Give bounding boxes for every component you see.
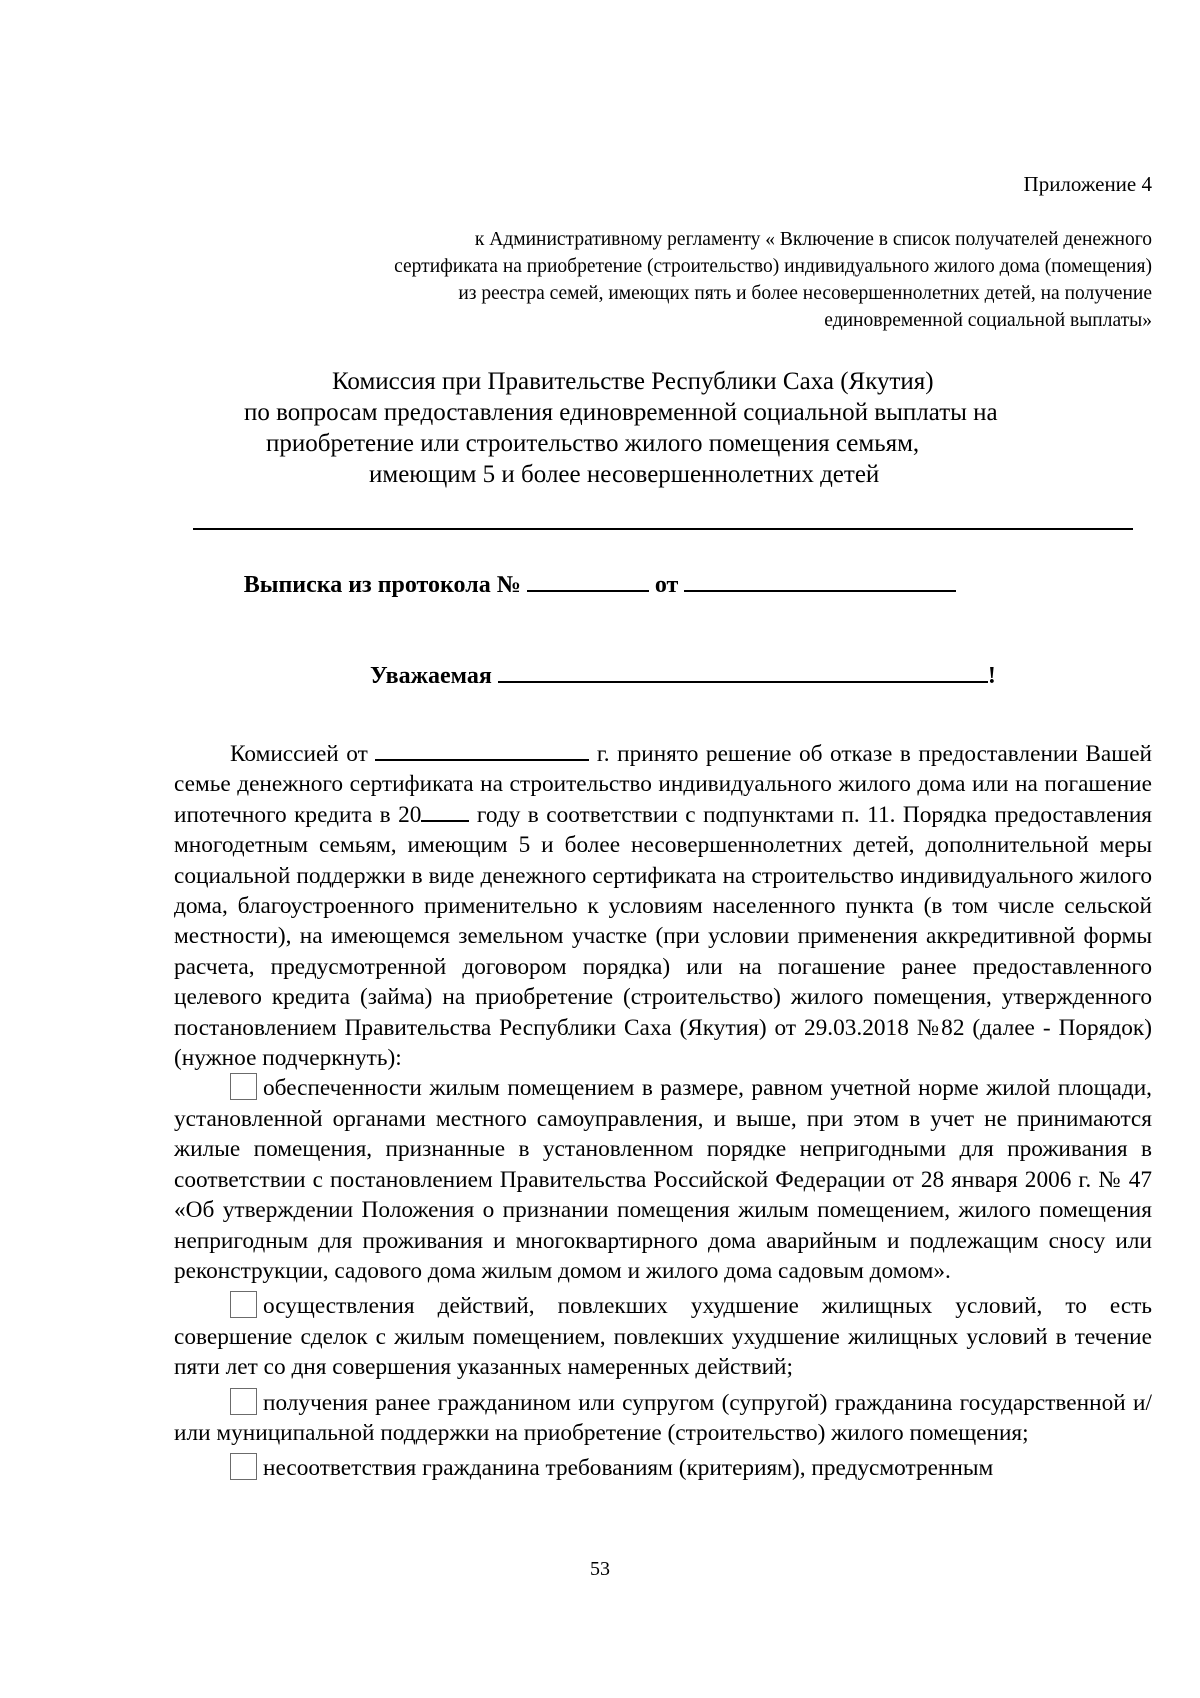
appendix-label: Приложение 4 <box>1023 172 1152 196</box>
year-field[interactable] <box>421 800 469 822</box>
regulation-line: сертификата на приобретение (строительство) индивидуального жилого дома (помещения) <box>394 256 1152 277</box>
decision-date-field[interactable] <box>375 739 589 761</box>
greeting <box>370 661 996 690</box>
commission-header <box>170 366 1152 490</box>
reason-text: обеспеченности жилым помещением в размере, равном учетной норме жилой площади, установленной органами местного самоуправления, и выше, при этом в учет не принимаются жилые помещения, признанные в установленном порядке непригодными для проживания в соответствии с постановлением Правительства Российской Федерации от 28 января 2006 г. № 47 «Об утверждении Положения о признании помещения жилым помещением, жилого помещения непригодным для проживания и многоквартирного дома аварийным и подлежащим сносу или реконструкции, садового дома жилым домом и жилого дома садовым домом». <box>174 1075 1152 1284</box>
regulation-line: единовременной социальной выплаты» <box>824 310 1152 331</box>
commission-line: по вопросам предоставления единовременной социальной выплаты на <box>244 399 998 426</box>
protocol-extract-title <box>0 570 1200 599</box>
reason-checkbox[interactable] <box>230 1291 257 1318</box>
decision-text-end: году в соответствии с подпунктами п. 11. Порядка предоставления многодетным семьям, имеющим 5 и более несовершеннолетних детей, дополнительной меры социальной поддержки в виде денежного сертификата на строительство индивидуального жилого дома, благоустроенного применительно к условиям населенного пункта (в том числе сельской местности), на имеющемся земельном участке (при условии применения аккредитивной формы расчета, предусмотренной договором порядка) или на погашение ранее предоставленного целевого кредита (займа) на приобретение (строительство) жилого помещения, утвержденного постановлением Правительства Республики Саха (Якутия) от 29.03.2018 №82 (далее - Порядок) (нужное подчеркнуть): <box>174 801 1153 1072</box>
commission-line: приобретение или строительство жилого помещения семьям, <box>266 430 920 457</box>
decision-text-start: Комиссией от <box>230 741 368 767</box>
reason-item <box>174 1073 1152 1286</box>
protocol-number-field[interactable] <box>527 570 649 592</box>
reason-item <box>174 1453 1152 1483</box>
greeting-end: ! <box>987 663 996 689</box>
reason-text: осуществления действий, повлекших ухудшение жилищных условий, то есть совершение сделок с жилым помещением, повлекших ухудшение жилищных условий в течение пяти лет со дня совершения указанных намеренных действий; <box>174 1293 1152 1381</box>
commission-line: Комиссия при Правительстве Республики Саха (Якутия) <box>332 368 934 395</box>
reason-checkbox[interactable] <box>230 1073 257 1100</box>
decision-paragraph <box>174 739 1152 1073</box>
regulation-line: к Административному регламенту « Включение в список получателей денежного <box>474 229 1152 250</box>
reason-text: получения ранее гражданином или супругом (супругой) гражданина государственной и/или муниципальной поддержки на приобретение (строительство) жилого помещения; <box>174 1389 1152 1446</box>
header-divider <box>193 528 1133 530</box>
reason-checkbox[interactable] <box>230 1453 257 1480</box>
reason-item <box>174 1291 1152 1382</box>
regulation-reference <box>170 226 1152 334</box>
decision-text-middle: г. принято решение об отказе в предоставлении Вашей семье денежного сертификата на строительство индивидуального жилого дома или на погашение ипотечного кредита в 20 <box>174 741 1153 828</box>
greeting-label: Уважаемая <box>370 663 492 689</box>
addressee-name-field[interactable] <box>498 661 988 683</box>
reason-text: несоответствия гражданина требованиям (критериям), предусмотренным <box>263 1455 994 1482</box>
document-body <box>174 739 1152 1484</box>
regulation-line: из реестра семей, имеющих пять и более несовершеннолетних детей, на получение <box>458 283 1152 304</box>
protocol-from-label: от <box>654 572 679 598</box>
page-number: 53 <box>590 1558 610 1580</box>
protocol-label: Выписка из протокола № <box>243 572 521 598</box>
reason-checkbox[interactable] <box>230 1388 257 1415</box>
commission-line: имеющим 5 и более несовершеннолетних детей <box>369 461 880 488</box>
protocol-date-field[interactable] <box>684 570 956 592</box>
reason-item <box>174 1388 1152 1449</box>
